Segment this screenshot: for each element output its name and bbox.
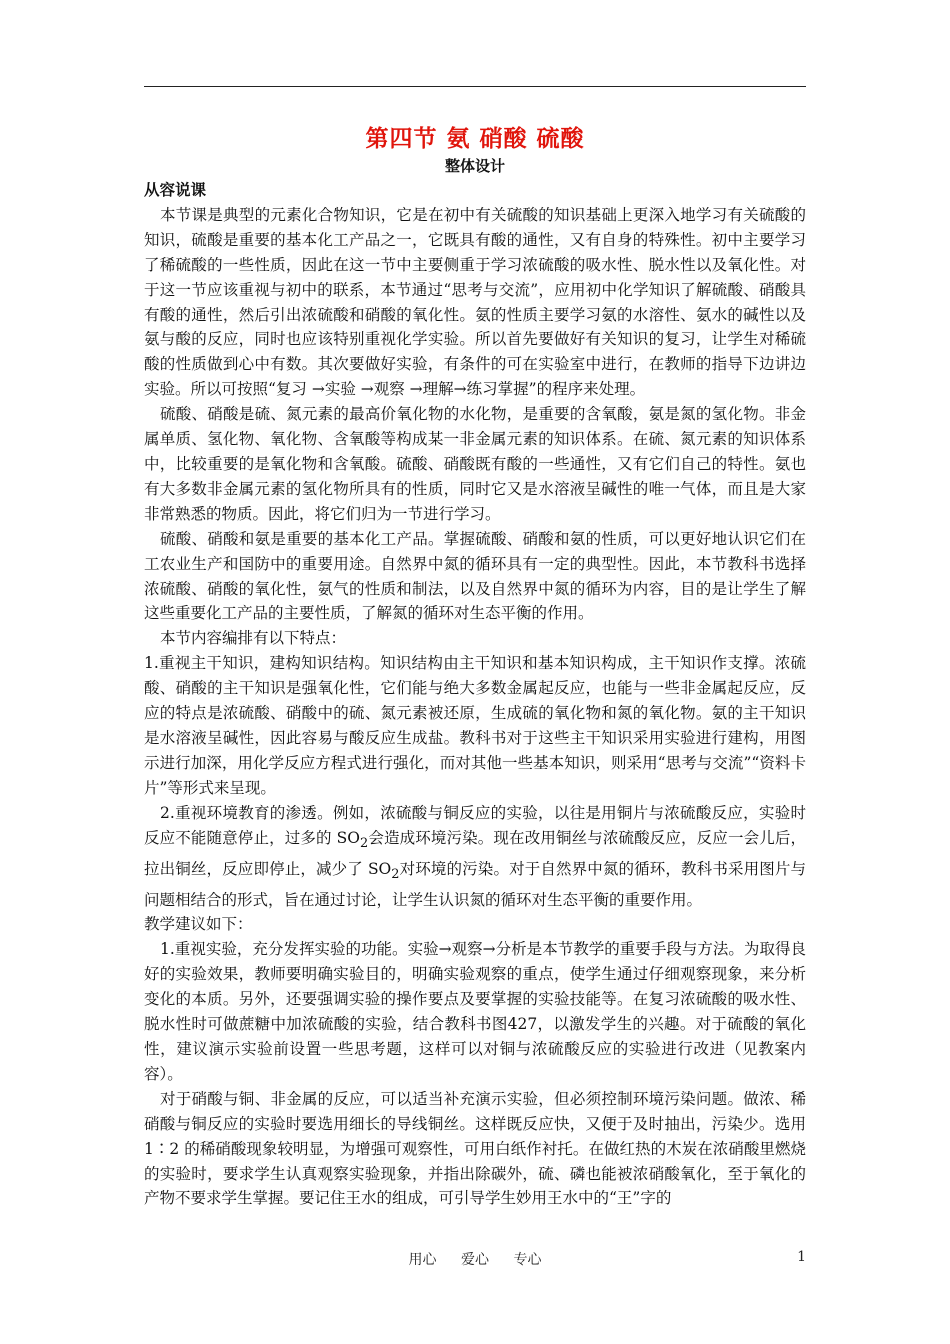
footer-motto bbox=[144, 1249, 806, 1269]
subscript: 2 bbox=[360, 835, 369, 851]
footer-word: 爱心 bbox=[461, 1252, 489, 1268]
subscript: 2 bbox=[391, 866, 400, 882]
paragraph: 教学建议如下： bbox=[144, 915, 253, 934]
paragraph: 硫酸、硝酸和氨是重要的基本化工产品。掌握硫酸、硝酸和氨的性质，可以更好地认识它们在工农业生产和国防中的重要用途。自然界中氮的循环具有一定的典型性。因此，本节教科书选择浓硫酸、硝酸的氧化性，氨气的性质和制法，以及自然界中氮的循环为内容，目的是让学生了解这些重要化工产品的主要性质，了解氮的循环对生态平衡的作用。 bbox=[144, 529, 806, 623]
paragraph-text: 2.重视环境教育的渗透。例如，浓硫酸与铜反应的实验，以往是用铜片与浓硫酸反应，实验时反应不能随意停止，过多的 SO bbox=[144, 803, 806, 847]
paragraph: 1.重视实验，充分发挥实验的功能。实验→观察→分析是本节教学的重要手段与方法。为取得良好的实验效果，教师要明确实验目的，明确实验观察的重点，使学生通过仔细观察现象，来分析变化的本质。另外，还要强调实验的操作要点及要掌握的实验技能等。在复习浓硫酸的吸水性、脱水性时可做蔗糖中加浓硫酸的实验，结合教科书图427，以激发学生的兴趣。对于硫酸的氧化性，建议演示实验前设置一些思考题，这样可以对铜与浓硫酸反应的实验进行改进（见教案内容）。 bbox=[144, 940, 806, 1083]
footer-word: 专心 bbox=[513, 1252, 542, 1268]
paragraph-text: 对环境的污染。对于自然界中氮的循环，教科书采用图片与问题相结合的形式，旨在通过讨论，让学生认识氮的循环对生态平衡的重要作用。 bbox=[144, 859, 806, 909]
paragraph-with-formula bbox=[144, 801, 806, 913]
section-heading: 从容说课 bbox=[144, 181, 207, 199]
paragraph: 本节内容编排有以下特点： bbox=[160, 629, 347, 648]
page-subtitle: 整体设计 bbox=[444, 157, 505, 175]
document-body bbox=[144, 178, 806, 1211]
paragraph: 1.重视主干知识，建构知识结构。知识结构由主干知识和基本知识构成，主干知识作支撑。浓硫酸、硝酸的主干知识是强氧化性，它们能与绝大多数金属起反应，也能与一些非金属起反应，反应的特点是浓硫酸、硝酸中的硫、氮元素被还原，生成硫的氧化物和氮的氧化物。氨的主干知识是水溶液呈碱性，因此容易与酸反应生成盐。教科书对于这些主干知识采用实验进行建构，用图示进行加深，用化学反应方程式进行强化，而对其他一些基本知识，则采用“思考与交流”“资料卡片”等形式来呈现。 bbox=[144, 654, 806, 797]
paragraph: 硫酸、硝酸是硫、氮元素的最高价氧化物的水化物，是重要的含氧酸，氨是氮的氢化物。非金属单质、氢化物、氧化物、含氧酸等构成某一非金属元素的知识体系。在硫、氮元素的知识体系中，比较重要的是氧化物和含氧酸。硫酸、硝酸既有酸的一些通性，又有它们自己的特性。氨也有大多数非金属元素的氢化物所具有的性质，同时它又是水溶液呈碱性的唯一气体，而且是大家非常熟悉的物质。因此，将它们归为一节进行学习。 bbox=[144, 405, 806, 523]
page-number: 1 bbox=[797, 1249, 806, 1265]
page-footer bbox=[144, 1249, 806, 1269]
paragraph-text: 会造成环境污染。现在改用铜丝与浓硫酸反应，反应一会儿后，拉出铜丝，反应即停止，减少了 SO bbox=[144, 828, 806, 878]
header-rule bbox=[144, 86, 806, 87]
footer-word: 用心 bbox=[408, 1252, 437, 1268]
paragraph: 对于硝酸与铜、非金属的反应，可以适当补充演示实验，但必须控制环境污染问题。做浓、稀硝酸与铜反应的实验时要选用细长的导线铜丝。这样既反应快，又便于及时抽出，污染少。选用 1∶2 的稀硝酸现象较明显，为增强可观察性，可用白纸作衬托。在做红热的木炭在浓硝酸里燃烧的实验时，要求学生认真观察实验现象，并指出除碳外，硫、磷也能被浓硝酸氧化，至于氧化的产物不要求学生掌握。要记住王水的组成，可引导学生妙用王水中的“王”字的 bbox=[144, 1089, 806, 1208]
page-title: 第四节 氨 硝酸 硫酸 bbox=[365, 126, 585, 152]
paragraph: 本节课是典型的元素化合物知识，它是在初中有关硫酸的知识基础上更深入地学习有关硫酸的知识，硫酸是重要的基本化工产品之一，它既具有酸的通性，又有自身的特殊性。初中主要学习了稀硫酸的一些性质，因此在这一节中主要侧重于学习浓硫酸的吸水性、脱水性以及氧化性。对于这一节应该重视与初中的联系，本节通过“思考与交流”，应用初中化学知识了解硫酸、硝酸具有酸的通性，然后引出浓硫酸和硝酸的氧化性。氨的性质主要学习氨的水溶性、氨水的碱性以及氨与酸的反应，同时也应该特别重视化学实验。所以首先要做好有关知识的复习，让学生对稀硫酸的性质做到心中有数。其次要做好实验，有条件的可在实验室中进行，在教师的指导下边讲边实验。所以可按照“复习 →实验 →观察 →理解→练习掌握”的程序来处理。 bbox=[144, 205, 806, 399]
